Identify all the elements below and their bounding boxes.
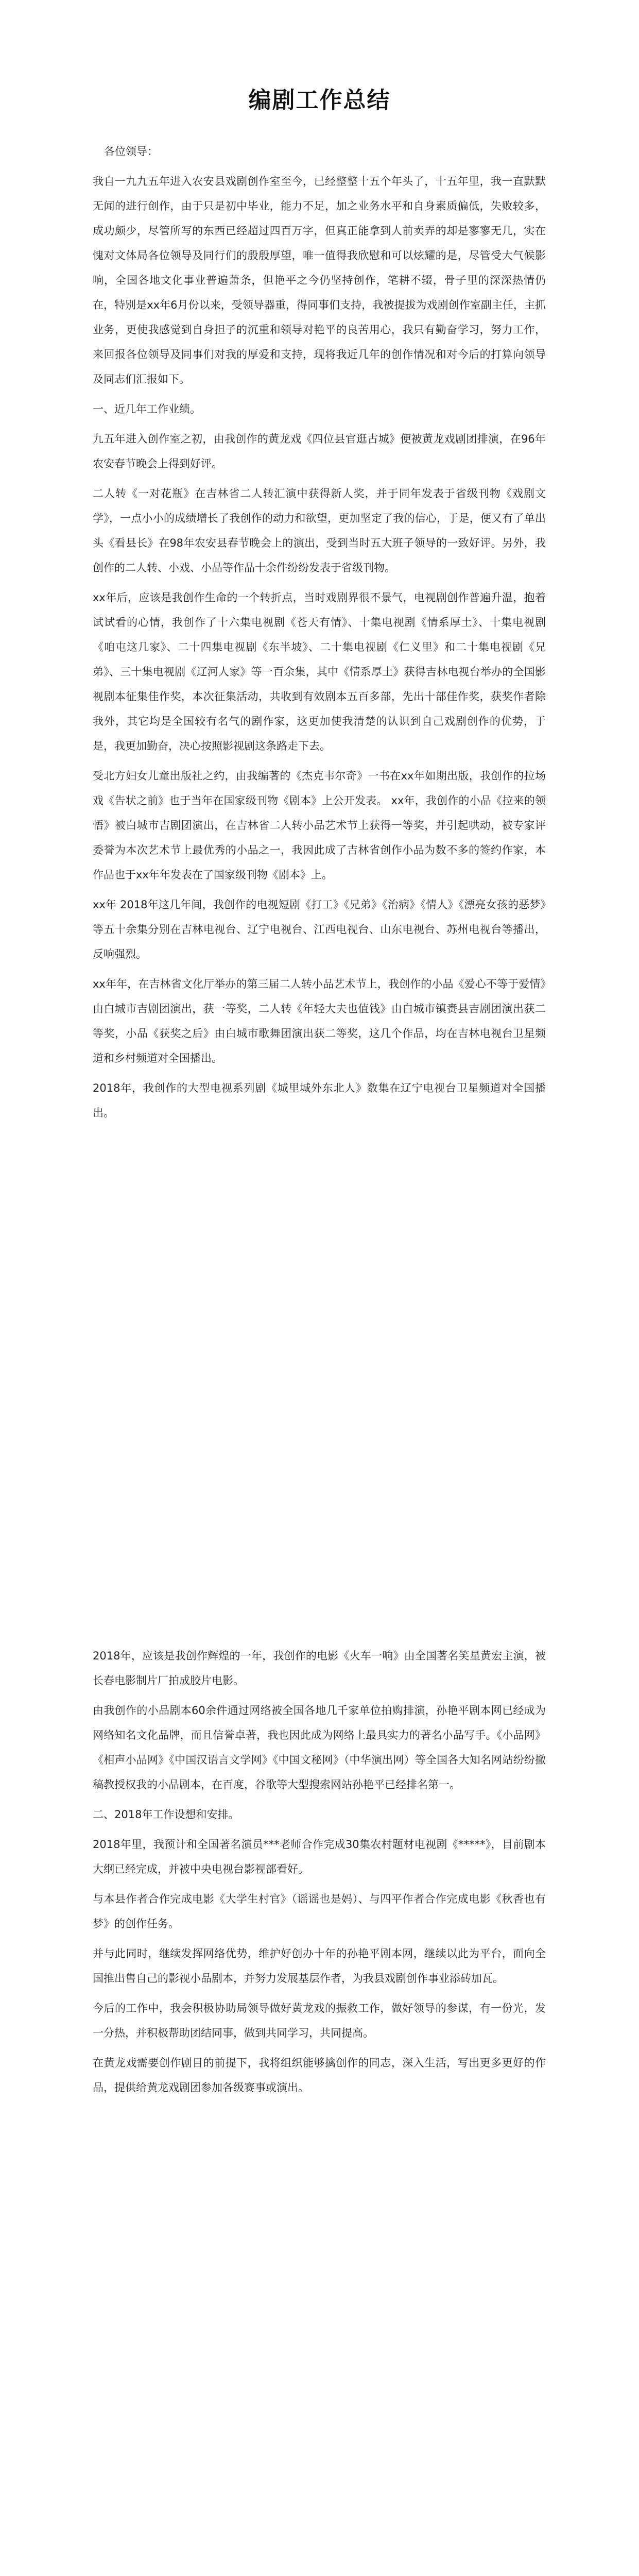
greeting: 各位领导：: [104, 145, 158, 158]
section-heading-achievements: 一、近几年工作业绩。: [93, 403, 201, 415]
body-block-1: [93, 139, 546, 1130]
paragraph: 九五年进入创作室之初，由我创作的黄龙戏《四位县官逛古城》便被黄龙戏剧团排演，在96年农安春节晚会上得到好评。: [93, 433, 546, 470]
paragraph: 二人转《一对花瓶》在吉林省二人转汇演中获得新人奖，并于同年发表于省级刊物《戏剧文学》，一点小小的成绩增长了我创作的动力和欲望，更加坚定了我的信心，于是，便又有了单出头《看县长》在98年农安县春节晚会上的演出，受到当时五大班子领导的一致好评。另外，我创作的二人转、小戏、小品等作品十余件纷纷发表于省级刊物。: [93, 487, 546, 574]
section-heading-plans: 二、2018年工作设想和安排。: [93, 1808, 239, 1821]
paragraph: 并与此同时，继续发挥网络优势，维护好创办十年的孙艳平剧本网，继续以此为平台，面向全国推出售自己的影视小品剧本，并努力发展基层作者，为我县戏剧创作事业添砖加瓦。: [93, 1947, 546, 1985]
paragraph: 与本县作者合作完成电影《大学生村官》（谣谣也是妈）、与四平作者合作完成电影《秋香也有梦》的创作任务。: [93, 1893, 546, 1930]
paragraph: 2018年里，我预计和全国著名演员***老师合作完成30集农村题材电视剧《*****》，目前剧本大纲已经完成，并被中央电视台影视部看好。: [93, 1838, 546, 1875]
paragraph: 2018年，应该是我创作辉煌的一年，我创作的电影《火车一响》由全国著名笑星黄宏主演，被长春电影制片厂拍成胶片电影。: [93, 1650, 546, 1687]
paragraph: 今后的工作中，我会积极协助局领导做好黄龙戏的振救工作，做好领导的参谋，有一份光，发一分热，并积极帮助团结同事，做到共同学习，共同提高。: [93, 2002, 546, 2039]
paragraph: xx年年，在吉林省文化厅举办的第三届二人转小品艺术节上，我创作的小品《爱心不等于爱情》由白城市吉剧团演出，获一等奖，二人转《年轻大夫也值钱》由白城市镇赉县吉剧团演出获二等奖，小品《获奖之后》由白城市歌舞团演出获二等奖，这几个作品，均在吉林电视台卫星频道和乡村频道对全国播出。: [93, 978, 546, 1064]
paragraph: xx年后，应该是我创作生命的一个转折点，当时戏剧界很不景气，电视剧创作普遍升温，抱着试试看的心情，我创作了十六集电视剧《苍天有情》、十集电视剧《情系厚土》、十集电视剧《咱屯这几家》、二十四集电视剧《东半坡》、二十集电视剧《仁义里》和二十集电视剧《兄弟》、三十集电视剧《辽河人家》等一百余集，其中《情系厚土》获得吉林电视台举办的全国影视剧本征集佳作奖，本次征集活动，共收到有效剧本五百多部，先出十部佳作奖，获奖作者除我外，其它均是全国较有名气的剧作家，这更加使我清楚的认识到自己戏剧创作的优势，于是，我更加勤奋，决心按照影视剧这条路走下去。: [93, 591, 546, 752]
paragraph: 由我创作的小品剧本60余件通过网络被全国各地几千家单位拍购排演，孙艳平剧本网已经成为网络知名文化品牌，而且信誉卓著，我也因此成为网络上最具实力的著名小品写手。《小品网》《相声小品网》《中国汉语言文学网》《中国文秘网》（中华演出网）等全国各大知名网站纷纷撤稿教授权我的小品剧本，在百度，谷歌等大型搜索网站孙艳平已经排名第一。: [93, 1704, 546, 1791]
document-title: 编剧工作总结: [248, 87, 391, 113]
paragraph: xx年 2018年这几年间，我创作的电视短剧《打工》《兄弟》《治病》《情人》《漂亮女孩的恶梦》等五十余集分别在吉林电视台、辽宁电视台、江西电视台、山东电视台、苏州电视台等播出，反响强烈。: [93, 899, 546, 960]
paragraph: 在黄龙戏需要创作剧目的前提下，我将组织能够擒创作的同志，深入生活，写出更多更好的作品，提供给黄龙戏剧团参加各级赛事或演出。: [93, 2057, 546, 2094]
paragraph: 受北方妇女儿童出版社之约，由我编著的《杰克韦尔奇》一书在xx年如期出版，我创作的拉场戏《告状之前》也于当年在国家级刊物《剧本》上公开发表。 xx年，我创作的小品《拉来的领悟》被白城市吉剧团演出，在吉林省二人转小品艺术节上获得一等奖，并引起哄动，被专家评委誉为本次艺术节上最优秀的小品之一，我因此成了吉林省创作小品为数不多的签约作家，本作品也于xx年年发表在了国家级刊物《剧本》上。: [93, 770, 546, 881]
intro-paragraph: 我自一九九五年进入农安县戏剧创作室至今，已经整整十五个年头了，十五年里，我一直默默无闻的进行创作，由于只是初中毕业，能力不足，加之业务水平和自身素质偏低，失败较多，成功颇少，尽管所写的东西已经超过四百万字，但真正能拿到人前卖弄的却是寥寥无几，实在愧对文体局各位领导及同行们的殷殷厚望，唯一值得我欣慰和可以炫耀的是，尽管受大气候影响，全国各地文化事业普遍萧条，但艳平之今仍坚持创作，笔耕不辍，骨子里的深深热情仍在，特别是xx年6月份以来，受领导器重，得同事们支持，我被提拔为戏剧创作室副主任，主抓业务，更使我感觉到自身担子的沉重和领导对艳平的良苦用心，我只有勤奋学习，努力工作，来回报各位领导及同事们对我的厚爱和支持，现将我近几年的创作情况和对今后的打算向领导及同志们汇报如下。: [93, 175, 546, 385]
body-block-2: [93, 1643, 546, 2105]
paragraph: 2018年，我创作的大型电视系列剧《城里城外东北人》数集在辽宁电视台卫星频道对全国播出。: [93, 1082, 546, 1119]
